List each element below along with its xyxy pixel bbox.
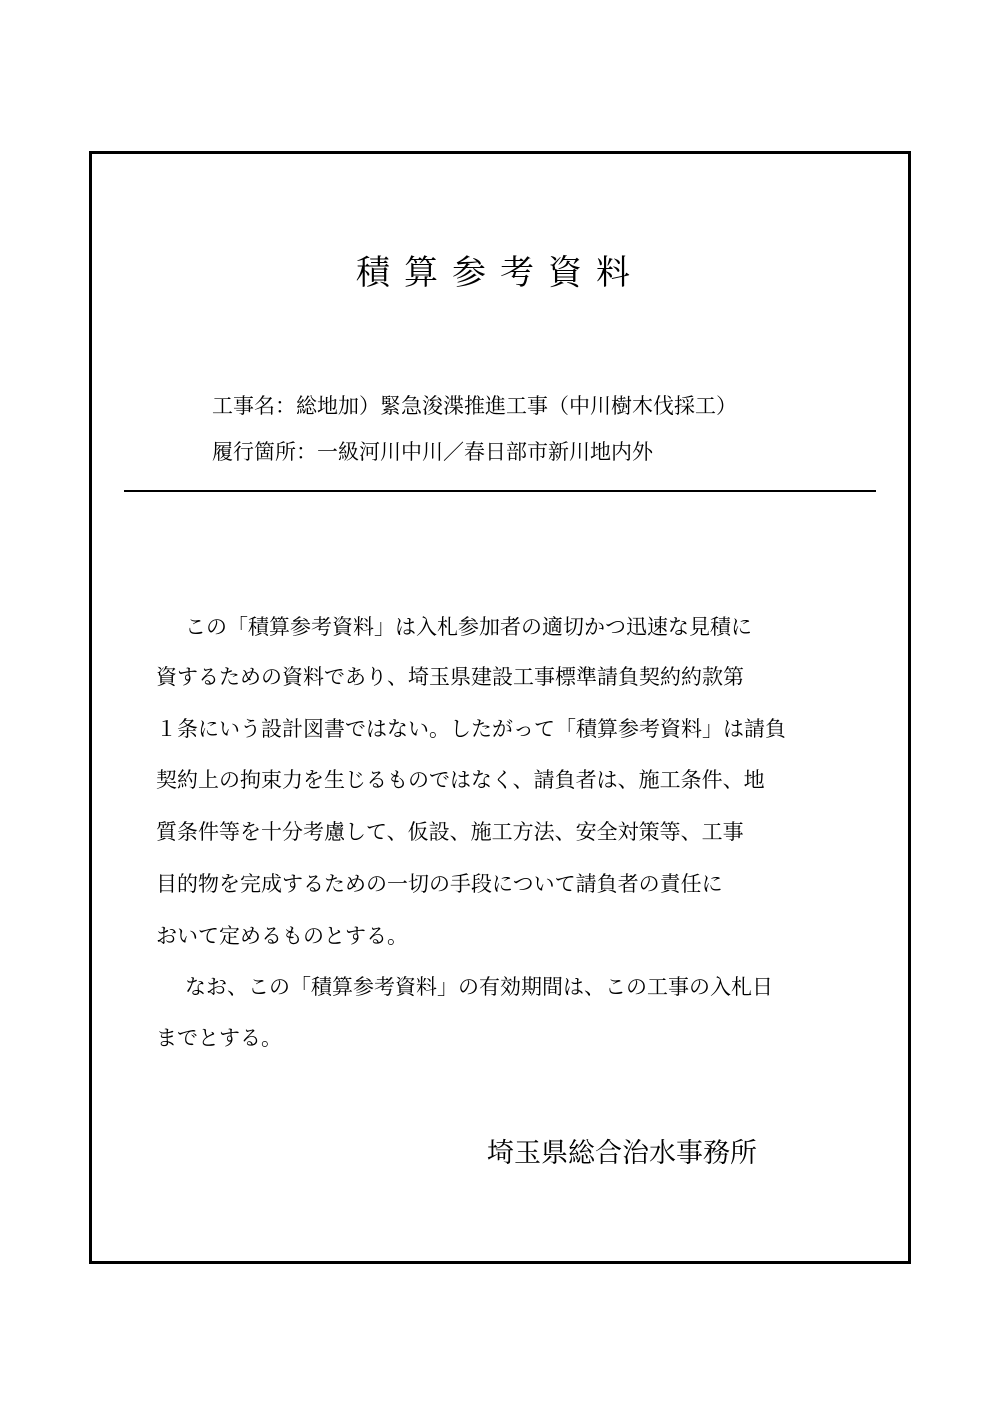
project-name: 工事名：総地加）緊急浚渫推進工事（中川樹木伐採工） [212,394,737,418]
body-line-1: この「積算参考資料」は入札参加者の適切かつ迅速な見積に [185,615,752,639]
body-line-8: なお、この「積算参考資料」の有効期間は、この工事の入札日 [185,975,773,999]
work-location: 履行箇所：一級河川中川／春日部市新川地内外 [212,440,653,464]
body-line-6: 目的物を完成するための一切の手段について請負者の責任に [156,872,723,896]
body-line-7: おいて定めるものとする。 [156,924,408,948]
body-line-4: 契約上の拘束力を生じるものではなく、請負者は、施工条件、地 [156,768,765,792]
document-border [89,151,911,1264]
body-line-2: 資するための資料であり、埼玉県建設工事標準請負契約約款第 [156,665,744,689]
body-line-5: 質条件等を十分考慮して、仮設、施工方法、安全対策等、工事 [156,820,744,844]
header-divider [124,490,876,492]
document-title: 積算参考資料 [356,253,644,293]
body-line-3: １条にいう設計図書ではない。したがって「積算参考資料」は請負 [156,717,786,741]
issuing-office: 埼玉県総合治水事務所 [487,1138,757,1169]
body-line-9: までとする。 [156,1026,282,1050]
